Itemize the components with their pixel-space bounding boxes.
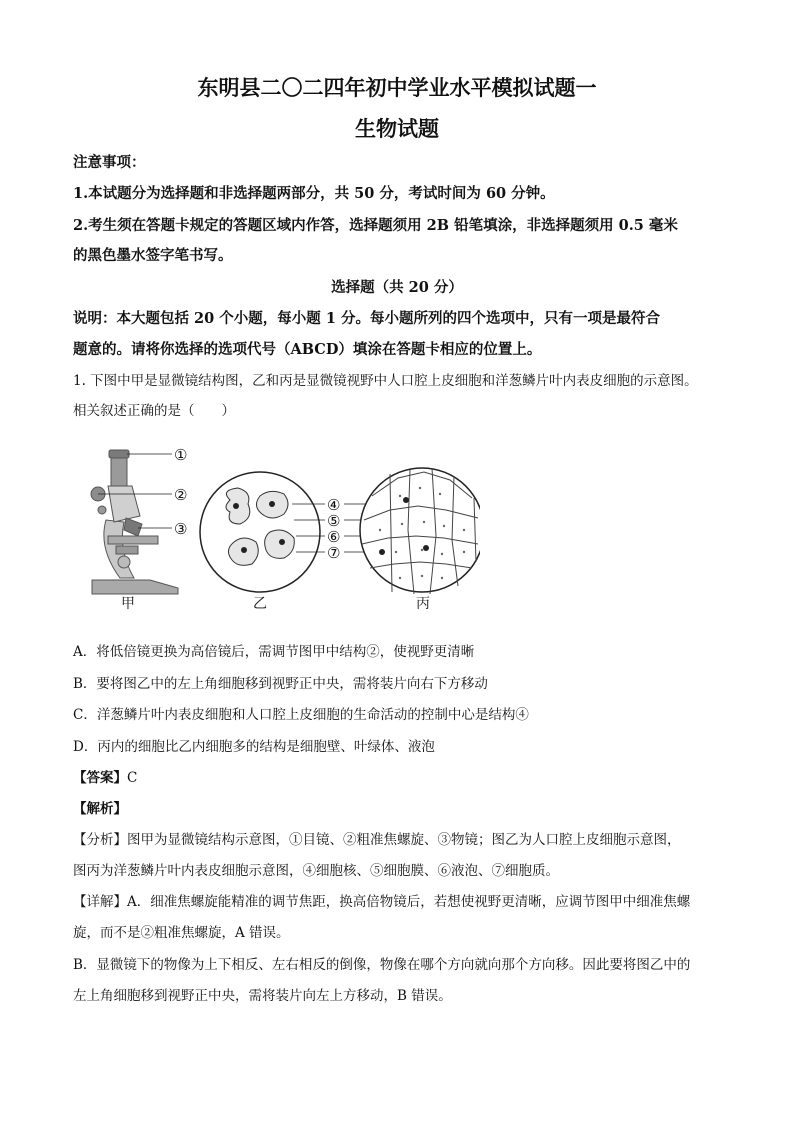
analysis-b-line-2: 左上角细胞移到视野正中央，需将装片向左上方移动，B 错误。 (73, 988, 452, 1004)
option-d: D．丙内的细胞比乙内细胞多的结构是细胞壁、叶绿体、液泡 (73, 739, 435, 755)
option-a: A．将低倍镜更换为高倍镜后，需调节图甲中结构②，使视野更清晰 (73, 644, 475, 660)
answer-label: 【答案】 (73, 770, 127, 786)
cheek-cells-view (200, 472, 320, 592)
figure-label-1: ① (174, 446, 188, 464)
analysis-b-line-1: B．显微镜下的物像为上下相反、左右相反的倒像，物像在哪个方向就向那个方向移。因此要将图乙中的 (73, 957, 691, 973)
notes-heading: 注意事项： (73, 154, 146, 171)
notes-item-2-line-1: 2.考生须在答题卡规定的答题区域内作答，选择题须用 2B 铅笔填涂，非选择题须用 0.5 毫米 (73, 217, 678, 234)
onion-cells-view (360, 468, 480, 594)
notes-item-2-line-2: 的黑色墨水签字笔书写。 (73, 247, 233, 264)
question-1-stem-line-1: 1. 下图中甲是显微镜结构图，乙和丙是显微镜视野中人口腔上皮细胞和洋葱鳞片叶内表皮细胞的示意图。 (73, 373, 698, 389)
notes-item-1: 1.本试题分为选择题和非选择题两部分，共 50 分，考试时间为 60 分钟。 (73, 185, 555, 202)
analysis-xiangjie-line-2: 旋，而不是②粗准焦螺旋，A 错误。 (73, 925, 290, 941)
option-b: B．要将图乙中的左上角细胞移到视野正中央，需将装片向右下方移动 (73, 676, 488, 692)
answer-value: C (127, 770, 138, 786)
page-subtitle: 生物试题 (355, 116, 439, 141)
figure-label-7: ⑦ (327, 544, 341, 562)
figure-caption-bing: 丙 (416, 596, 430, 612)
analysis-label: 【解析】 (73, 801, 127, 817)
section-description-line-1: 说明：本大题包括 20 个小题，每小题 1 分。每小题所列的四个选项中，只有一项是最符合 (73, 310, 660, 327)
page-title: 东明县二〇二四年初中学业水平模拟试题一 (197, 75, 597, 100)
section-description-line-2: 题意的。请将你选择的选项代号（ABCD）填涂在答题卡相应的位置上。 (73, 341, 542, 358)
question-1-figure (80, 438, 480, 618)
option-c: C．洋葱鳞片叶内表皮细胞和人口腔上皮细胞的生命活动的控制中心是结构④ (73, 707, 529, 723)
answer-line (73, 766, 137, 786)
figure-label-3: ③ (174, 520, 188, 538)
analysis-fenxi-line-1: 【分析】图甲为显微镜结构示意图，①目镜、②粗准焦螺旋、③物镜；图乙为人口腔上皮细胞示意图， (73, 832, 681, 848)
figure-label-2: ② (174, 486, 188, 504)
question-1-stem-line-2: 相关叙述正确的是（ ） (73, 403, 235, 419)
figure-label-5: ⑤ (327, 512, 341, 530)
analysis-fenxi-line-2: 图丙为洋葱鳞片叶内表皮细胞示意图，④细胞核、⑤细胞膜、⑥液泡、⑦细胞质。 (73, 863, 559, 879)
figure-label-4: ④ (327, 496, 341, 514)
figure-caption-yi: 乙 (253, 596, 267, 612)
analysis-xiangjie-line-1: 【详解】A．细准焦螺旋能精准的调节焦距，换高倍物镜后，若想使视野更清晰，应调节图甲中细准焦螺 (73, 894, 691, 910)
section-heading: 选择题（共 20 分） (331, 279, 463, 296)
figure-label-6: ⑥ (327, 528, 341, 546)
microscope-illustration (91, 450, 178, 594)
figure-caption-jia: 甲 (121, 596, 135, 612)
